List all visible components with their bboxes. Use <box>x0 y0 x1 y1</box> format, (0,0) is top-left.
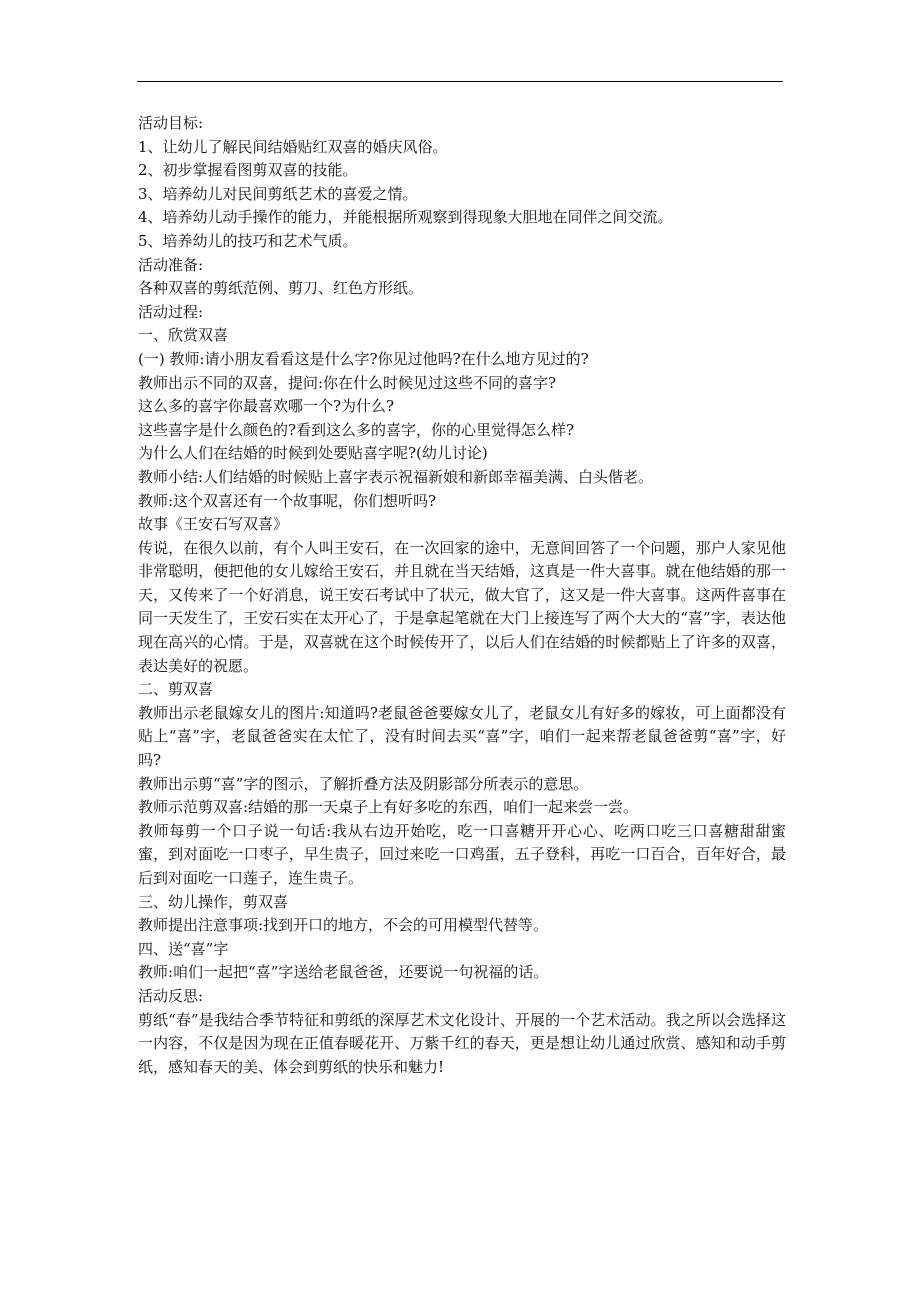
process-line: (一) 教师:请小朋友看看这是什么字?你见过他吗?在什么地方见过的? <box>138 349 589 368</box>
section-two-title: 二、剪双喜 <box>138 680 214 699</box>
process-line: 这些喜字是什么颜色的?看到这么多的喜字，你的心里觉得怎么样? <box>138 420 575 439</box>
goal-item: 1、让幼儿了解民间结婚贴红双喜的婚庆风俗。 <box>138 137 448 156</box>
section-three-title: 三、幼儿操作，剪双喜 <box>138 892 289 911</box>
process-line: 这么多的喜字你最喜欢哪一个?为什么? <box>138 397 395 416</box>
preparation-text: 各种双喜的剪纸范例、剪刀、红色方形纸。 <box>138 279 424 298</box>
reflection-paragraph: 剪纸“春”是我结合季节特征和剪纸的深厚艺术文化设计、开展的一个艺术活动。我之所以会选择这一内容，不仅是因为现在正值春暖花开、万紫千红的春天，更是想让幼儿通过欣赏、感知和动手剪纸，感知春天的美、体会到剪纸的快乐和魅力! <box>138 1010 786 1076</box>
goal-item: 2、初步掌握看图剪双喜的技能。 <box>138 161 358 180</box>
process-line: 教师:这个双喜还有一个故事呢，你们想听吗? <box>138 491 437 510</box>
process-line: 教师示范剪双喜:结婚的那一天桌子上有好多吃的东西，咱们一起来尝一尝。 <box>138 798 639 817</box>
heading-reflection: 活动反思: <box>138 986 204 1005</box>
goal-item: 3、培养幼儿对民间剪纸艺术的喜爱之情。 <box>138 184 418 203</box>
document-body <box>138 112 786 1079</box>
mouse-paragraph: 教师出示老鼠嫁女儿的图片:知道吗?老鼠爸爸要嫁女儿了，老鼠女儿有好多的嫁妆，可上面都没有贴上“喜”字，老鼠爸爸实在太忙了，没有时间去买“喜”字，咱们一起来帮老鼠爸爸剪“喜”字，好吗? <box>138 703 786 770</box>
process-line: 教师出示剪“喜”字的图示，了解折叠方法及阴影部分所表示的意思。 <box>138 774 589 793</box>
process-line: 教师小结:人们结婚的时候贴上喜字表示祝福新娘和新郎幸福美满、白头偕老。 <box>138 467 654 486</box>
process-line: 教师:咱们一起把“喜”字送给老鼠爸爸，还要说一句祝福的话。 <box>138 963 549 982</box>
process-line: 教师出示不同的双喜，提问:你在什么时候见过这些不同的喜字? <box>138 373 557 392</box>
story-paragraph: 传说，在很久以前，有个人叫王安石，在一次回家的途中，无意间回答了一个问题，那户人家见他非常聪明，便把他的女儿嫁给王安石，并且就在当天结婚，这真是一件大喜事。就在他结婚的那一天，又传来了一个好消息，说王安石考试中了状元，做大官了，这又是一件大喜事。这两件喜事在同一天发生了，王安石实在太开心了，于是拿起笔就在大门上接连写了两个大大的“喜”字，表达他现在高兴的心情。于是，双喜就在这个时候传开了，以后人们在结婚的时候都贴上了许多的双喜，表达美好的祝愿。 <box>138 538 786 675</box>
goal-item: 4、培养幼儿动手操作的能力，并能根据所观察到得现象大胆地在同伴之间交流。 <box>138 208 673 227</box>
process-line: 教师提出注意事项:找到开口的地方，不会的可用模型代替等。 <box>138 916 549 935</box>
heading-goals: 活动目标: <box>138 114 204 132</box>
story-title: 故事《王安石写双喜》 <box>138 515 289 534</box>
heading-process: 活动过程: <box>138 302 204 321</box>
heading-preparation: 活动准备: <box>138 255 204 274</box>
rhyme-paragraph: 教师每剪一个口子说一句话:我从右边开始吃，吃一口喜糖开开心心、吃两口吃三口喜糖甜甜蜜蜜，到对面吃一口枣子，早生贵子，回过来吃一口鸡蛋，五子登科，再吃一口百合，百年好合，最后到对面吃一口莲子，连生贵子。 <box>138 821 786 887</box>
section-four-title: 四、送“喜”字 <box>138 939 229 958</box>
goal-item: 5、培养幼儿的技巧和艺术气质。 <box>138 231 358 250</box>
header-rule <box>137 81 783 82</box>
section-one-title: 一、欣赏双喜 <box>138 326 229 345</box>
process-line: 为什么人们在结婚的时候到处要贴喜字呢?(幼儿讨论) <box>138 444 488 463</box>
